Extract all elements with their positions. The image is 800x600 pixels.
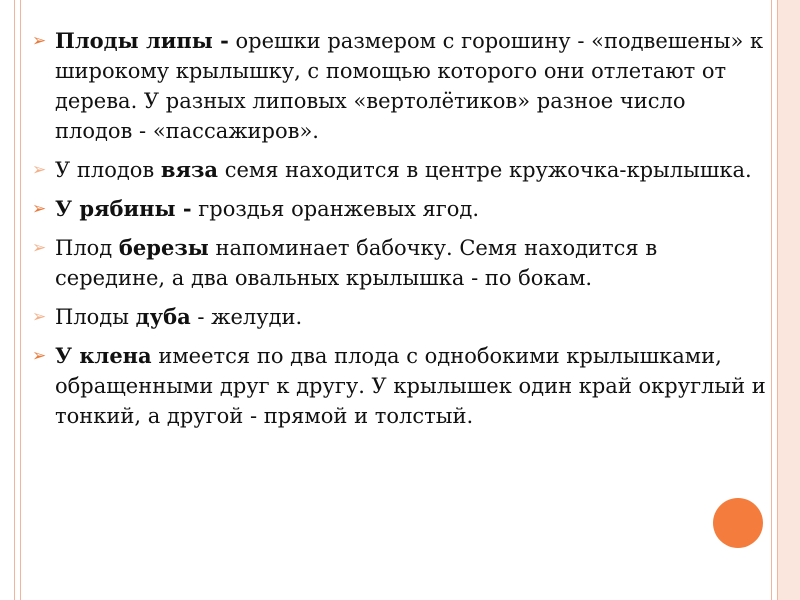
bullet-item-maple <box>30 341 766 431</box>
bullet-item-rowan <box>30 194 766 224</box>
bullet-item-oak <box>30 302 766 332</box>
chevron-right-icon: ➢ <box>32 346 47 366</box>
bullet-text: - желуди. <box>190 305 303 329</box>
bullet-list <box>30 26 766 440</box>
left-frame-line-inner <box>20 0 21 600</box>
bullet-item-elm <box>30 155 766 185</box>
bullet-bold-text: дуба <box>135 304 191 329</box>
right-decorative-band <box>778 0 800 600</box>
left-frame-line-outer <box>14 0 15 600</box>
chevron-right-icon: ➢ <box>32 238 47 258</box>
bullet-bold-text: У клена <box>55 343 152 368</box>
bullet-text: гроздья оранжевых ягод. <box>191 197 480 221</box>
bullet-bold-text: вяза <box>160 157 219 182</box>
bullet-bold-text: Плоды липы - <box>55 28 229 53</box>
bullet-text: орешки размером с горошину - «подвешены» к широкому крылышку, с помощью которого они отлетают от дерева. У разных липовых «вертолётиков» разное число плодов - «пассажиров». <box>55 29 764 143</box>
chevron-right-icon: ➢ <box>32 307 47 327</box>
bullet-item-linden <box>30 26 766 146</box>
bullet-text: У плодов <box>55 158 161 182</box>
bullet-text: имеется по два плода с однобокими крылышками, обращенными друг к другу. У крылышек один край округлый и тонкий, а другой - прямой и толстый. <box>55 344 766 428</box>
bullet-bold-text: У рябины - <box>55 196 192 221</box>
bullet-bold-text: березы <box>118 235 209 260</box>
chevron-right-icon: ➢ <box>32 160 47 180</box>
chevron-right-icon: ➢ <box>32 199 47 219</box>
bullet-text: семя находится в центре кружочка-крылышка. <box>218 158 752 182</box>
bullet-text: Плоды <box>55 305 136 329</box>
bullet-item-birch <box>30 233 766 293</box>
bullet-text: Плод <box>55 236 119 260</box>
accent-circle <box>713 498 763 548</box>
chevron-right-icon: ➢ <box>32 31 47 51</box>
bullet-text: напоминает бабочку. Семя находится в середине, а два овальных крылышка - по бокам. <box>55 236 658 290</box>
right-frame-line-inner <box>771 0 772 600</box>
